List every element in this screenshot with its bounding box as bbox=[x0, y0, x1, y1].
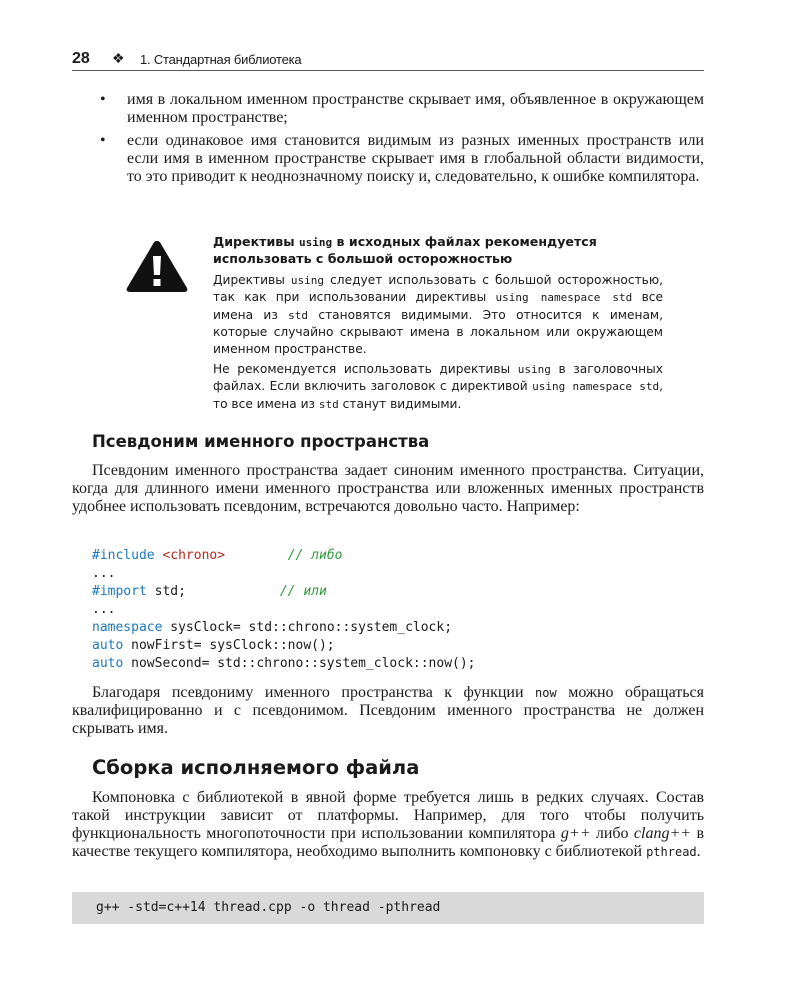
page-number: 28 bbox=[72, 50, 90, 67]
warning-note bbox=[213, 234, 663, 417]
alias-intro-paragraph: Псевдоним именного пространства задает синоним именного пространства. Ситуации, когда для длинного имени именного пространства или вложенных именных пространств удобнее использовать псевдоним, встречаются довольно часто. Например: bbox=[72, 462, 704, 515]
note-paragraph: Директивы using следует использовать с большой осторожностью, так как при использовании директивы using namespace std все имена из std становятся видимыми. Это относится к именам, которые случайно скрывают имена в локальном или окружающем именном пространстве. bbox=[213, 273, 663, 356]
section-heading-alias: Псевдоним именного пространства bbox=[92, 432, 430, 451]
compile-command: g++ -std=c++14 thread.cpp -o thread -pthread bbox=[96, 900, 441, 915]
alias-explanation-paragraph: Благодаря псевдониму именного пространства к функции now можно обращаться квалифицированно и с псевдонимом. Псевдоним именного пространства не должен скрывать имя. bbox=[72, 684, 705, 737]
header-separator-icon: ❖ bbox=[112, 50, 125, 66]
bullet-text: имя в локальном именном пространстве скрывает имя, объявленное в окружающем именном пространстве; bbox=[127, 91, 704, 126]
bullet-icon: • bbox=[100, 91, 106, 108]
bullet-list bbox=[72, 91, 704, 191]
chapter-title: 1. Стандартная библиотека bbox=[140, 52, 302, 67]
build-paragraph: Компоновка с библиотекой в явной форме требуется лишь в редких случаях. Состав такой инструкции зависит от платформы. Например, для того чтобы получить функциональность многопоточности при использовании компилятора g++ либо clang++ в качестве текущего компилятора, необходимо выполнить компоновку с библиотекой pthread. bbox=[72, 789, 704, 860]
list-item bbox=[72, 91, 704, 127]
note-paragraph: Не рекомендуется использовать директивы using в заголовочных файлах. Если включить заголовок с директивой using namespace std, то все имена из std станут видимыми. bbox=[213, 362, 663, 411]
warning-icon bbox=[125, 238, 189, 294]
bullet-icon: • bbox=[100, 132, 106, 149]
bullet-text: если одинаковое имя становится видимым из разных именных пространств или если имя в именном пространстве скрывает имя в глобальной области видимости, то это приводит к неоднозначному поиску и, следовательно, к ошибке компилятора. bbox=[127, 132, 704, 185]
section-heading-build: Сборка исполняемого файла bbox=[92, 756, 420, 779]
command-block bbox=[72, 892, 704, 924]
note-title: Директивы using в исходных файлах рекомендуется использовать с большой осторожностью bbox=[213, 234, 597, 266]
code-example: #include <chrono> // либо ... #import std; // или ... namespace sysClock= std::chrono::system_clock; auto nowFirst= sysClock::now(); auto nowSecond= std::chrono::system_clock::now(); bbox=[92, 548, 476, 671]
page-header bbox=[72, 48, 704, 71]
list-item bbox=[72, 132, 704, 186]
